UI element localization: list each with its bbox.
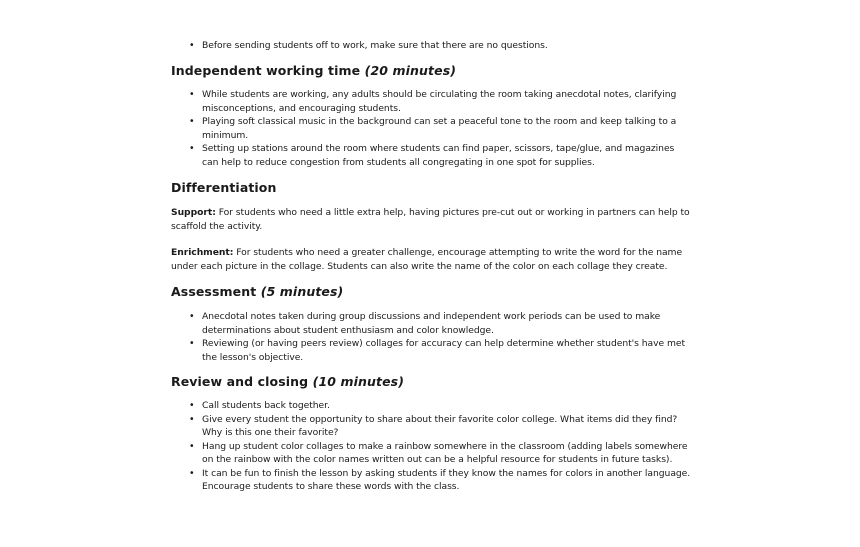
section-heading <box>171 374 691 389</box>
independent-bullet-list <box>171 88 691 169</box>
support-paragraph <box>171 206 691 233</box>
list-item: • Give every student the opportunity to share about their favorite color college. What items did they find? Why is this one their favorite? <box>171 413 691 440</box>
section-title: Review and closing <box>171 374 309 389</box>
differentiation-section <box>171 180 691 195</box>
review-section <box>171 374 691 389</box>
list-item: • Before sending students off to work, make sure that there are no questions. <box>171 39 691 53</box>
list-item: • Reviewing (or having peers review) collages for accuracy can help determine whether student's have met the lesson's objective. <box>171 337 691 364</box>
assessment-section <box>171 284 691 299</box>
enrichment-text: For students who need a greater challenge, encourage attempting to write the word for the name under each picture in the collage. Students can also write the name of the color on each collage they create. <box>171 247 683 272</box>
section-title: Independent working time <box>171 63 361 78</box>
section-title: Differentiation <box>171 180 277 195</box>
list-item: • Playing soft classical music in the background can set a peaceful tone to the room and keep talking to a minimum. <box>171 115 691 142</box>
list-item: • Call students back together. <box>171 399 691 413</box>
enrichment-label: Enrichment: <box>171 247 234 258</box>
section-duration: (10 minutes) <box>312 374 405 389</box>
support-label: Support: <box>171 207 216 218</box>
section-heading <box>171 63 691 78</box>
assessment-list-block <box>171 310 691 364</box>
intro-bullet-list <box>171 39 691 53</box>
enrichment-paragraph <box>171 246 691 273</box>
independent-section <box>171 63 691 78</box>
review-list-block <box>171 399 691 494</box>
section-title: Assessment <box>171 284 257 299</box>
section-heading <box>171 284 691 299</box>
list-item: • Setting up stations around the room where students can find paper, scissors, tape/glue, and magazines can help to reduce congestion from students all congregating in one spot for supplies. <box>171 142 691 169</box>
review-bullet-list <box>171 399 691 494</box>
list-item: • Anecdotal notes taken during group discussions and independent work periods can be used to make determinations about student enthusiasm and color knowledge. <box>171 310 691 337</box>
section-duration: (5 minutes) <box>260 284 344 299</box>
independent-list-block <box>171 88 691 169</box>
list-item: • It can be fun to finish the lesson by asking students if they know the names for colors in another language. Encourage students to share these words with the class. <box>171 467 691 494</box>
list-item: • While students are working, any adults should be circulating the room taking anecdotal notes, clarifying misconceptions, and encouraging students. <box>171 88 691 115</box>
list-item: • Hang up student color collages to make a rainbow somewhere in the classroom (adding labels somewhere on the rainbow with the color names written out can be a helpful resource for students in future tasks). <box>171 440 691 467</box>
support-text: For students who need a little extra help, having pictures pre-cut out or working in partners can help to scaffold the activity. <box>171 207 690 232</box>
assessment-bullet-list <box>171 310 691 364</box>
section-duration: (20 minutes) <box>364 63 457 78</box>
intro-list-block <box>171 39 691 53</box>
support-paragraph-block <box>171 206 691 233</box>
enrichment-paragraph-block <box>171 246 691 273</box>
